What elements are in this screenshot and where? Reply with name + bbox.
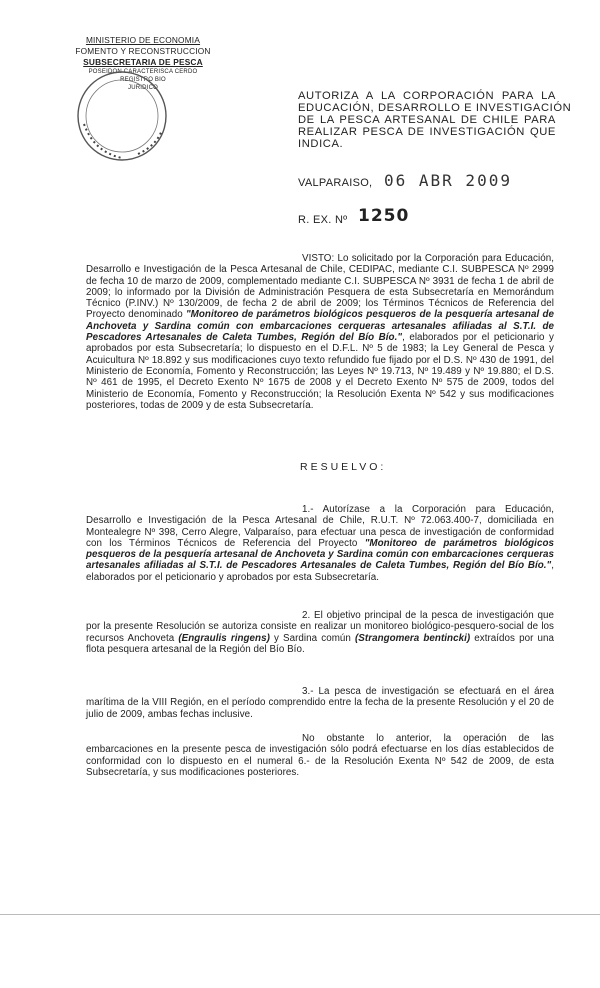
point-2-species-1: (Engraulis ringens) — [178, 632, 270, 644]
stamp-text-3: JURIDICO — [128, 85, 158, 91]
ministry-subtitle: FOMENTO Y RECONSTRUCCION — [75, 46, 211, 56]
title-line: INDICA. — [298, 138, 344, 150]
point-2-text-mid: y Sardina común — [269, 632, 355, 644]
resolution-point-3 — [86, 686, 554, 720]
resolution-point-1 — [86, 504, 554, 583]
stamp-outer-ring — [78, 72, 166, 160]
resolution-point-2 — [86, 610, 554, 655]
ministry-name: MINISTERIO DE ECONOMIA — [85, 35, 201, 45]
page-bottom-divider — [0, 914, 600, 915]
point-2-text: 2. El objetivo principal de la pesca de investigación que por la presente Resolución se autoriza consiste en realizar un monitoreo biológico-pesquero-social de los recursos Anchoveta — [86, 610, 554, 644]
visto-project-title: "Monitoreo de parámetros biológicos pesqueros de la pesquería artesanal de Anchoveta y Sardina común con embarcaciones cerqueras artesanales afiliadas al S.T.I. de Pescadores Artesanales de Caleta Tumbes, Región del Bío Bío." — [86, 309, 555, 344]
point-2-text-rest: extraídos por una flota pesquera artesanal de la Región del Bío Bío. — [86, 632, 554, 655]
stamp-inner-ring — [86, 80, 158, 152]
subsecretaria-name: SUBSECRETARIA DE PESCA — [83, 57, 203, 67]
stamped-date: 06 ABR 2009 — [384, 171, 512, 190]
title-line: EDUCACIÓN, DESARROLLO E INVESTIGACIÓN — [298, 102, 572, 114]
point-1-project-title: "Monitoreo de parámetros biológicos pesqueros de la pesquería artesanal de Anchoveta y Sardina común con embarcaciones cerqueras artesanales afiliadas al S.T.I. de Pescadores Artesanales de Caleta Tumbes, Región del Bío Bío." — [86, 537, 554, 572]
point-2-species-2: (Strangomera bentincki) — [355, 632, 471, 644]
point-1-text: 1.- Autorízase a la Corporación para Educación, Desarrollo e Investigación de la Pesca Artesanal de Chile, R.U.T. Nº 72.063.400-7, domiciliada en Montealegre Nº 398, Cerro Alegre, Valparaíso, para efectuar una pesca de investigación de conformidad con los Términos Técnicos de Referencia del Proyecto — [86, 504, 554, 549]
stamp-text-arc-left — [84, 124, 122, 158]
official-stamp — [64, 54, 186, 176]
visto-text-rest: , elaborados por el peticionario y aprobados por esta Subsecretaría; lo dispuesto en el D.F.L. Nº 5 de 1983; la Ley General de Pesca y Acuicultura Nº 18.892 y sus modificaciones cuyo texto refundido fue fijado por el D.S. Nº 430 de 1991, del Ministerio de Economía, Fomento y Reconstrucción; las Leyes Nº 19.713, Nº 19.489 y Nº 19.880; el D.S. Nº 461 de 1995, el Decreto Exento Nº 1675 de 2008 y el Decreto Exento Nº 575 de 2009, todos del Ministerio de Economía, Fomento y Reconstrucción; la Resolución Exenta Nº 542 y sus modificaciones posteriores, todas de 2009 y de esta Subsecretaría. — [86, 332, 554, 411]
place: VALPARAISO, — [298, 177, 373, 189]
resolution-point-3-note — [86, 733, 554, 778]
resuelvo-heading: RESUELVO: — [300, 461, 387, 473]
resolution-number: 1250 — [358, 206, 410, 226]
stamp-text-1: POSEIDON CARACTERISCA CERDO — [88, 69, 198, 75]
resolution-label: R. EX. Nº — [298, 214, 348, 226]
point-3-text: 3.- La pesca de investigación se efectuará en el área marítima de la VIII Región, en el período comprendido entre la fecha de la presente Resolución y el 20 de julio de 2009, ambas fechas inclusive. — [86, 686, 554, 720]
stamp-text-2: REGISTRO BIO — [120, 77, 166, 83]
point-1-text-rest: , elaborados por el peticionario y aprobados por esta Subsecretaría. — [86, 560, 554, 583]
title-line: REALIZAR PESCA DE INVESTIGACIÓN QUE — [298, 126, 556, 138]
visto-paragraph — [86, 253, 554, 411]
title-line: AUTORIZA A LA CORPORACIÓN PARA LA — [298, 90, 556, 102]
point-3-note-text: No obstante lo anterior, la operación de las embarcaciones en la presente pesca de investigación sólo podrá efectuarse en los días establecidos de conformidad con lo dispuesto en el numeral 6.- de la Resolución Exenta Nº 542 de 2009, de esta Subsecretaría, y sus modificaciones posteriores. — [86, 733, 554, 778]
title-line: DE LA PESCA ARTESANAL DE CHILE PARA — [298, 114, 556, 126]
visto-text: VISTO: Lo solicitado por la Corporación para Educación, Desarrollo e Investigación de la Pesca Artesanal de Chile, CEDIPAC, mediante C.I. SUBPESCA Nº 2999 de fecha 10 de marzo de 2009, complementado mediante C.I. SUBPESCA Nº 3931 de fecha 1 de abril de 2009; lo informado por la División de Administración Pesquera de esta Subsecretaría en Memorándum Técnico (P.INV.) Nº 130/2009, de fecha 2 de abril de 2009; los Términos Técnicos de Referencia del Proyecto denominado — [86, 253, 554, 321]
resolution-title — [298, 90, 572, 150]
